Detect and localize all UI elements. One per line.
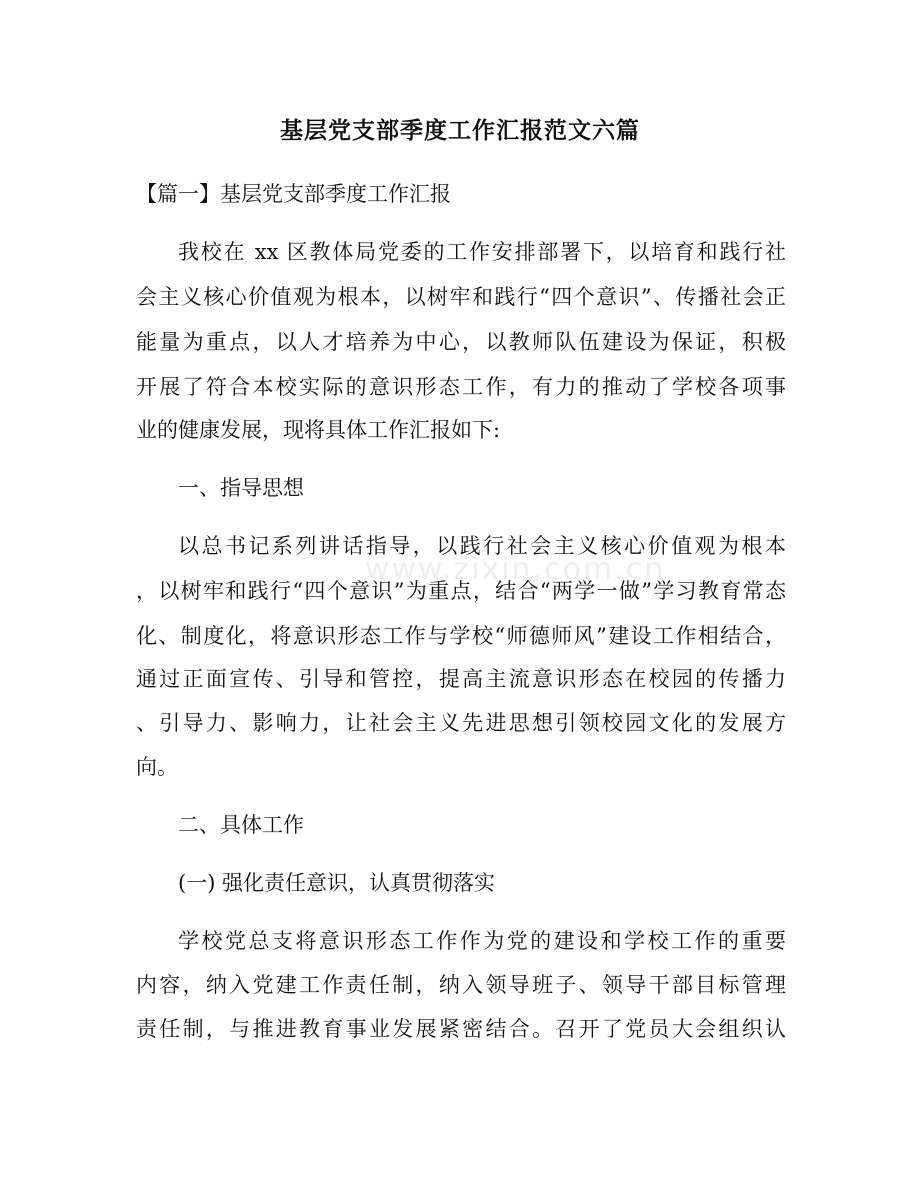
paragraph-line: 业的健康发展，现将具体工作汇报如下: [136,418,501,442]
paragraph-line: 开展了符合本校实际的意识形态工作，有力的推动了学校各项事 [136,375,786,399]
paragraph-line: 会主义核心价值观为根本，以树牢和践行“四个意识”、传播社会正 [136,285,786,309]
paragraph-line: 向。 [136,755,178,779]
paragraph-line: 能量为重点，以人才培养为中心，以教师队伍建设为保证，积极 [136,330,786,354]
paragraph-line: 通过正面宣传、引导和管控，提高主流意识形态在校园的传播力 [136,667,786,691]
paragraph-line: 化、制度化，将意识形态工作与学校“师德师风”建设工作相结合， [136,624,786,648]
section-heading-part-one: 【篇一】基层党支部季度工作汇报 [136,182,451,206]
paragraph-line: 我校在 xx 区教体局党委的工作安排部署下，以培育和践行社 [178,240,786,264]
paragraph-line: 学校党总支将意识形态工作作为党的建设和学校工作的重要 [178,929,786,953]
subsection-heading: (一) 强化责任意识，认真贯彻落实 [178,871,496,895]
paragraph-line: 责任制，与推进教育事业发展紧密结合。召开了党员大会组织认 [136,1017,786,1041]
paragraph-line: 、引导力、影响力，让社会主义先进思想引领校园文化的发展方 [136,711,786,735]
section-heading-specific-work: 二、具体工作 [178,813,304,837]
paragraph-line: 以总书记系列讲话指导，以践行社会主义核心价值观为根本 [178,534,786,558]
paragraph-line: 内容，纳入党建工作责任制，纳入领导班子、领导干部目标管理 [136,973,786,997]
watermark: www.zixin.com.cn [365,552,666,587]
document-title: 基层党支部季度工作汇报范文六篇 [280,118,640,144]
section-heading-guiding-ideology: 一、指导思想 [178,476,304,500]
paragraph-line: ，以树牢和践行“四个意识”为重点，结合“两学一做”学习教育常态 [136,579,786,603]
